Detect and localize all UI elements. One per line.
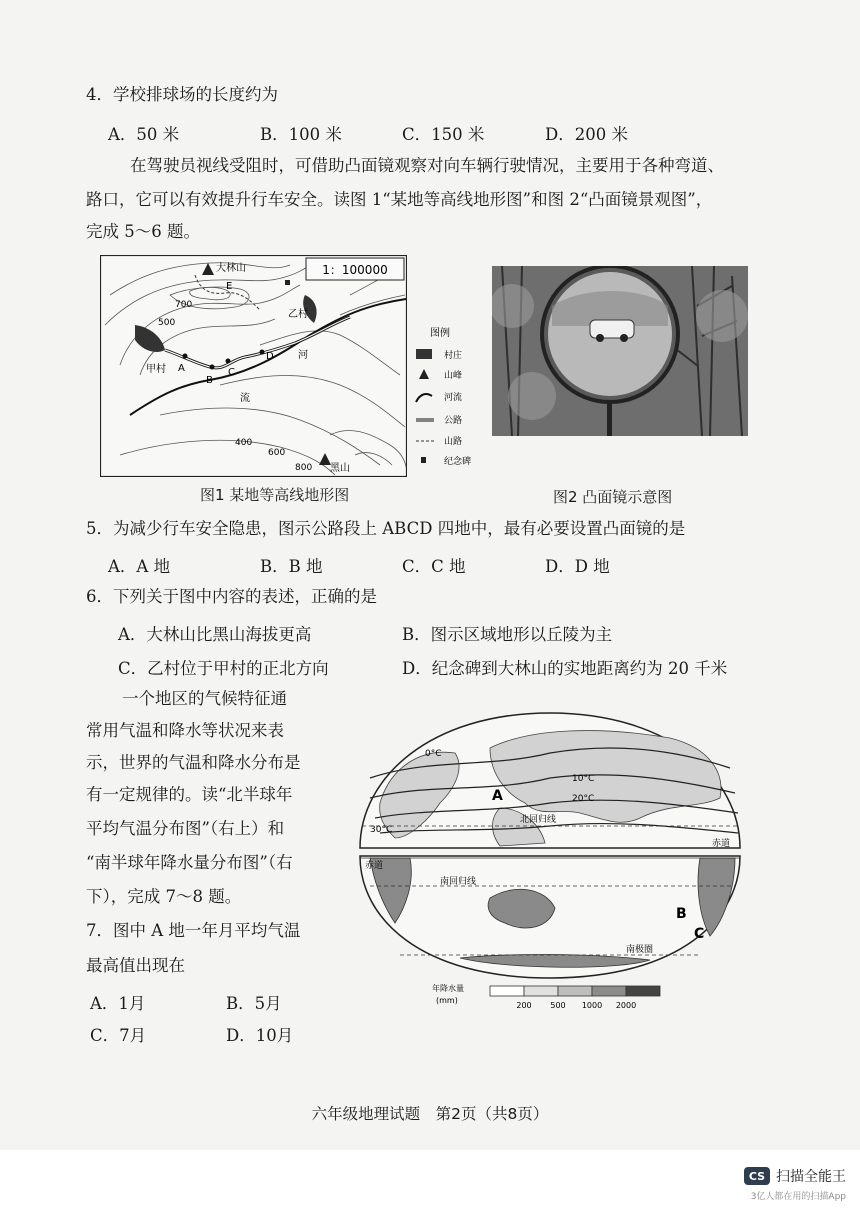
label-point-e: E [226,281,233,292]
legend-mountain-road: 山路 [444,437,463,447]
legend-monument: 纪念碑 [444,457,472,467]
scanner-watermark [744,1166,846,1202]
intro-7-8-line2: 常用气温和降水等状况来表 [86,721,284,740]
q5-option-d: D．D 地 [545,557,610,576]
q4-option-a: A．50 米 [108,125,180,144]
intro-7-8-line7: 下），完成 7～8 题。 [86,887,242,906]
label-c500: 500 [158,318,176,328]
label-point-a: A [178,363,185,374]
precip-tick-500: 500 [550,1001,566,1010]
q5-option-a: A．A 地 [108,557,171,576]
equator-left-label: 赤道 [365,861,384,871]
q5-option-b: B．B 地 [260,557,323,576]
label-heishan: 黑山 [330,463,350,474]
legend-village-swatch [416,349,432,359]
q4-stem: 4．学校排球场的长度约为 [86,85,278,104]
intro-7-8-line6: “南半球年降水量分布图”（右 [86,853,293,872]
precip-tick-1000: 1000 [581,1001,603,1010]
north-tropic-label: 北回归线 [520,815,557,825]
point-a-label: A [492,788,503,804]
label-river2: 流 [240,393,250,404]
page-footer: 六年级地理试题 第2页（共8页） [311,1105,549,1123]
intro-7-8-line5: 平均气温分布图”（右上）和 [86,819,285,838]
precip-legend-title: 年降水量 [432,984,464,993]
fig2-caption: 图2 凸面镜示意图 [553,488,673,506]
q7-stem-line2: 最高值出现在 [86,956,185,975]
brand-tagline: 3亿人都在用的扫描App [750,1192,846,1202]
legend-peak-icon [419,369,429,379]
precip-tick-2000: 2000 [615,1001,637,1010]
camscanner-logo-icon: CS [744,1167,770,1185]
q4-option-c: C．150 米 [402,125,485,144]
label-c600: 600 [268,448,286,458]
mirror-pole [607,402,612,436]
label-c700: 700 [175,300,193,310]
point-c-label: C [694,926,705,942]
intro-5-6-line1: 在驾驶员视线受阻时，可借助凸面镜观察对向车辆行驶情况，主要用于各种弯道、 [130,156,724,175]
q4-option-d: D．200 米 [545,125,628,144]
q7-option-d: D．10月 [226,1026,294,1045]
legend-peak: 山峰 [444,371,463,381]
label-dalin: 大林山 [216,263,246,274]
monument [285,280,290,285]
q6-option-b: B．图示区域地形以丘陵为主 [402,625,613,644]
q6-option-c: C．乙村位于甲村的正北方向 [118,659,329,678]
label-point-c: C [228,367,235,378]
polar-circle-label: 南极圈 [626,945,654,955]
intro-7-8-line4: 有一定规律的。读“北半球年 [86,785,293,804]
legend-title: 图例 [430,328,450,339]
intro-7-8-line3: 示，世界的气温和降水分布是 [86,753,301,772]
legend-village: 村庄 [444,351,463,361]
intro-5-6-line3: 完成 5～6 题。 [86,222,200,241]
legend-river-icon [416,394,432,402]
point-b-label: B [676,906,687,922]
q4-option-b: B．100 米 [260,125,342,144]
q6-stem: 6．下列关于图中内容的表述，正确的是 [86,587,377,606]
south-tropic-label: 南回归线 [440,877,477,887]
contour-map-figure [100,255,407,477]
q7-option-a: A．1月 [90,994,146,1013]
iso-10-label: 10°C [572,774,595,784]
intro-7-8-line1: 一个地区的气候特征通 [122,689,287,708]
label-c400: 400 [235,438,253,448]
precip-legend-bar [490,986,660,996]
precip-tick-200: 200 [516,1001,532,1010]
q5-stem: 5．为减少行车安全隐患，图示公路段上 ABCD 四地中，最有必要设置凸面镜的是 [86,519,686,538]
legend-highway: 公路 [444,416,463,426]
q7-option-b: B．5月 [226,994,282,1013]
q6-option-a: A．大林山比黑山海拔更高 [118,625,312,644]
label-yicun: 乙村 [288,309,308,320]
q6-option-d: D．纪念碑到大林山的实地距离约为 20 千米 [402,659,728,678]
q5-option-c: C．C 地 [402,557,466,576]
legend-river: 河流 [444,393,463,403]
iso-0-label: 0°C [425,749,442,759]
label-point-b: B [206,375,213,386]
brand-name: 扫描全能王 [776,1169,846,1185]
iso-30-label: 30°C [370,825,393,835]
label-jiacun: 甲村 [146,364,166,375]
map-scale: 1：100000 [322,263,388,277]
world-climate-maps [340,708,760,1013]
label-c800: 800 [295,463,313,473]
intro-5-6-line2: 路口，它可以有效提升行车安全。读图 1“某地等高线地形图”和图 2“凸面镜景观图”， [86,190,713,209]
mirror-car [590,320,634,338]
legend-monument-icon [421,457,426,463]
label-point-d: D [266,351,274,362]
q7-stem-line1: 7．图中 A 地一年月平均气温 [86,921,301,940]
iso-20-label: 20°C [572,794,595,804]
precip-legend-unit: (mm) [436,996,458,1005]
equator-right-label: 赤道 [712,839,731,849]
q7-option-c: C．7月 [90,1026,147,1045]
map-legend [412,322,482,472]
fig1-caption: 图1 某地等高线地形图 [200,486,350,504]
convex-mirror-photo [492,266,748,436]
label-river1: 河 [298,350,308,361]
